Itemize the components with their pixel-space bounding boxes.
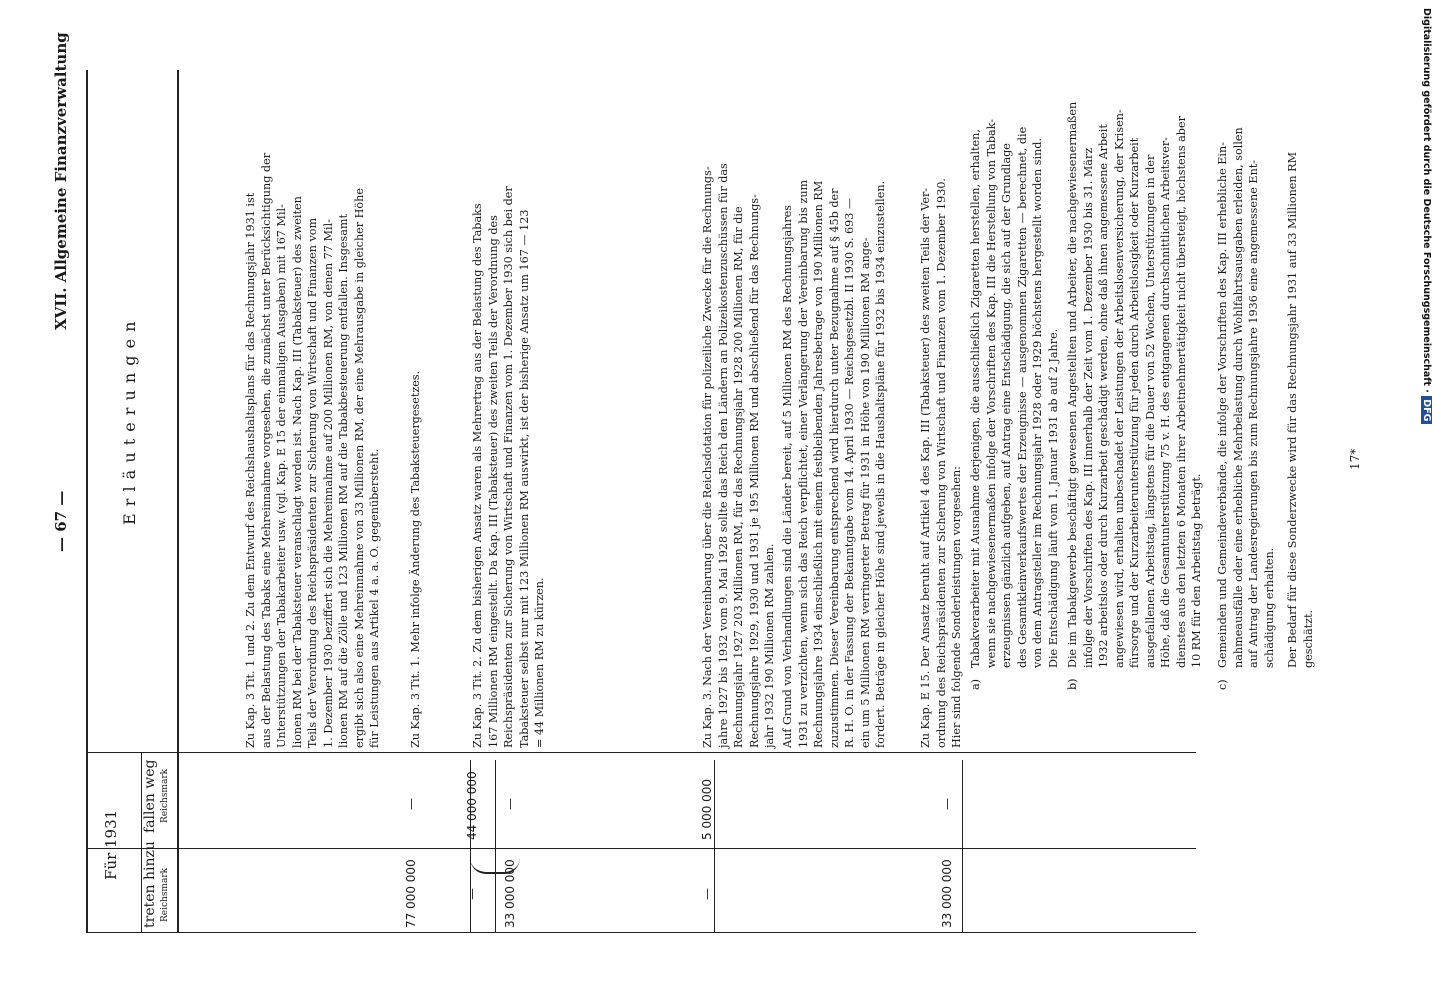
- row-rule-c: [714, 760, 715, 932]
- amount-row2b-add: 33 000 000: [503, 859, 517, 928]
- explanation-p6a: Tabakverarbeiter mit Ausnahme derjenigen, die ausschließlich Zigaretten herstellen, erhalten, wenn sie nachgewiesenermaßen infolge der Vorschriften des Kap. III die Herstellung von Tabak- erzeugnissen gänzlich aufgeben, auf Antrag eine Entschädigung, die sich auf der Grundlage des Gesamtkleinverkaufswertes der Erzeugnisse — ausgenommen Zigaretten — berechnet, die von dem Antragsteller im Rechnungsjahr 1928 oder 1929 höchstens hergestellt worden sind. Die Entschädigung läuft vom 1. Januar 1931 ab auf 2 Jahre.: [969, 118, 1060, 668]
- row-rule-b: [495, 760, 496, 932]
- header-drop: fallen weg: [142, 759, 158, 833]
- amount-row3-add: —: [700, 888, 714, 900]
- explanation-p1: Zu Kap. 3 Tit. 1 und 2. Zu dem Entwurf des Reichshaushaltsplans für das Rechnungsjahr 1931 ist aus der Belastung des Tabaks eine Mehreinnahme vorgesehen, die zunächst unter Berücksichtigung der Unterstützungen der Tabakarbeiter usw. (vgl. Kap. E 15 der einmaligen Ausgaben) mit 167 Mil- lionen RM bei der Tabaksteuer veranschlagt worden ist. Nach Kap. III (Tabaksteuer) des zweiten Teils der Verordnung des Reichspräsidenten zur Sicherung von Wirtschaft und Finanzen vom 1. Dezember 1930 beziffert sich die Mehreinnahme auf 200 Millionen RM, von denen 77 Mil- lionen RM auf die Zölle und 123 Millionen RM auf die Tabakbesteuerung entfallen. Insgesamt ergibt sich also eine Mehreinnahme von 33 Millionen RM, der eine Mehrausgabe in gleicher Höhe für Leistungen aus Artikel 4 a. a. O. gegenübersteht.: [244, 152, 381, 748]
- unit-add: Reichsmark: [160, 867, 170, 922]
- header-bottom-rule: [177, 70, 179, 932]
- header-year: Für 1931: [102, 809, 120, 880]
- amount-row1-drop: —: [404, 798, 418, 810]
- explanation-p6b: Die im Tabakgewerbe beschäftigt gewesenen Angestellten und Arbeiter, die nachgewiesenermaßen infolge der Vorschriften des Kap. III innerhalb der Zeit vom 1. Dezember 1930 bis 31. März 1932 arbeitslos oder durch Kurzarbeit geschädigt werden, ohne daß ihnen angemessene Arbeit angewiesen wird, erhalten unbeschadet der Leistungen der Arbeitslosenversicherung, der Krisen- fürsorge und der Kurzarbeiterunterstützung für jeden durch Arbeitslosigkeit oder Kurzarbeit ausgefallenen Arbeitstag, längstens für die Dauer von 52 Wochen, Unterstützungen in der Höhe, daß die Gesamtunterstützung 75 v. H. des entgangenen durchschnittlichen Arbeitsver- dienstes aus den letzten 6 Monaten ihrer Arbeitnehmertätigkeit nicht übersteigt, höchstens aber 10 RM für den Arbeitstag beträgt.: [1066, 101, 1203, 668]
- table-top-rule: [86, 70, 88, 932]
- page-number: — 67 —: [52, 490, 70, 552]
- signature-mark: 17*: [1348, 448, 1362, 470]
- row-rule-d: [962, 760, 963, 932]
- header-add: treten hinzu: [142, 841, 158, 928]
- amount-row2-add: —: [465, 888, 479, 900]
- column-rule-1: [86, 752, 1196, 753]
- explanation-p6c-mark: c): [1216, 679, 1229, 690]
- dfg-logo: DFG: [1421, 396, 1432, 424]
- dfg-credit-text: Digitalisierung gefördert durch die Deutsche Forschungsgemeinschaft ·: [1421, 8, 1432, 393]
- column-rule-3: [86, 932, 1196, 933]
- section-title: XVII. Allgemeine Finanzverwaltung: [52, 32, 70, 330]
- amount-row2-drop: 44 000 000: [465, 771, 479, 840]
- amount-row3-drop: 5 000 000: [700, 778, 714, 840]
- explanation-p6a-mark: a): [969, 678, 982, 690]
- amount-row4-drop: —: [940, 798, 954, 810]
- amount-row2b-drop: —: [503, 798, 517, 810]
- explanation-p7: Der Bedarf für diese Sonderzwecke wird für das Rechnungsjahr 1931 auf 33 Millionen RM geschätzt.: [1286, 151, 1315, 668]
- explanation-p3: Zu Kap. 3 Tit. 2. Zu dem bisherigen Ansatz waren als Mehrertrag aus der Belastung des Tabaks 167 Millionen RM eingestellt. Da Kap. III (Tabaksteuer) des zweiten Teils der Verordnung des Reichspräsidenten zur Sicherung von Wirtschaft und Finanzen vom 1. Dezember 1930 sich bei der Tabaksteuer selbst nur mit 123 Millionen RM auswirkt, ist der bisherige Ansatz um 167 — 123 = 44 Millionen RM zu kürzen.: [471, 186, 546, 748]
- explanation-p2: Zu Kap. 3 Tit. 1. Mehr infolge Änderung des Tabaksteuergesetzes.: [409, 370, 422, 748]
- header-explanations: E r l ä u t e r u n g e n: [120, 320, 139, 525]
- explanation-p4: Zu Kap. 3. Nach der Vereinbarung über die Reichsdotation für polizeiliche Zwecke für die Rechnungs- jahre 1927 bis 1932 vom 9. Mai 1928 sollte das Reich den Ländern an Polizeikostenzuschüssen für das Rechnungsjahr 1927 203 Millionen RM, für das Rechnungsjahr 1928 200 Millionen RM, für die Rechnungsjahre 1929, 1930 und 1931 je 195 Millionen RM und abschließend für das Rechnungs- jahr 1932 190 Millionen RM zahlen.: [701, 163, 776, 748]
- explanation-p6: Zu Kap. E 15. Der Ansatz beruht auf Artikel 4 des Kap. III (Tabaksteuer) des zweiten Teils der Ver- ordnung des Reichspräsidenten zur Sicherung von Wirtschaft und Finanzen vom 1. Dezember 1930. Hier sind folgende Sonderleistungen vorgesehen:: [919, 178, 963, 748]
- dfg-credit: [1421, 8, 1432, 424]
- explanation-p5: Auf Grund von Verhandlungen sind die Länder bereit, auf 5 Millionen RM des Rechnungsjahres 1931 zu verzichten, wenn sich das Reich verpflichtet, einer Verlängerung der Vereinbarung bis zum Rechnungsjahre 1934 einschließlich mit einem festbleibenden Jahresbetrage von 190 Millionen RM zuzustimmen. Dieser Vereinbarung entsprechend wird hierdurch unter Bezugnahme auf § 45b der R. H. O. in der Fassung der Bekanntgabe vom 14. April 1930 — Reichsgesetzbl. II 1930 S. 693 — ein um 5 Millionen RM verringerter Betrag für 1931 in Höhe von 190 Millionen RM ange- fordert. Beträge in gleicher Höhe sind jeweils in die Haushaltspläne für 1932 bis 1934 einzustellen.: [781, 179, 887, 748]
- explanation-p6b-mark: b): [1066, 678, 1079, 690]
- explanation-p6c: Gemeinden und Gemeindeverbände, die infolge der Vorschriften des Kap. III erhebliche Ein- nahmeausfälle oder eine erhebliche Mehrbelastung durch Wohlfahrtsausgaben erleiden, sollen auf Antrag der Landesregierungen bis zum Rechnungsjahre 1936 eine angemessene Ent- schädigung erhalten.: [1216, 127, 1276, 668]
- amount-row4-add: 33 000 000: [940, 859, 954, 928]
- column-rule-2: [86, 848, 1196, 849]
- amount-row1-add: 77 000 000: [404, 859, 418, 928]
- unit-drop: Reichsmark: [160, 768, 170, 823]
